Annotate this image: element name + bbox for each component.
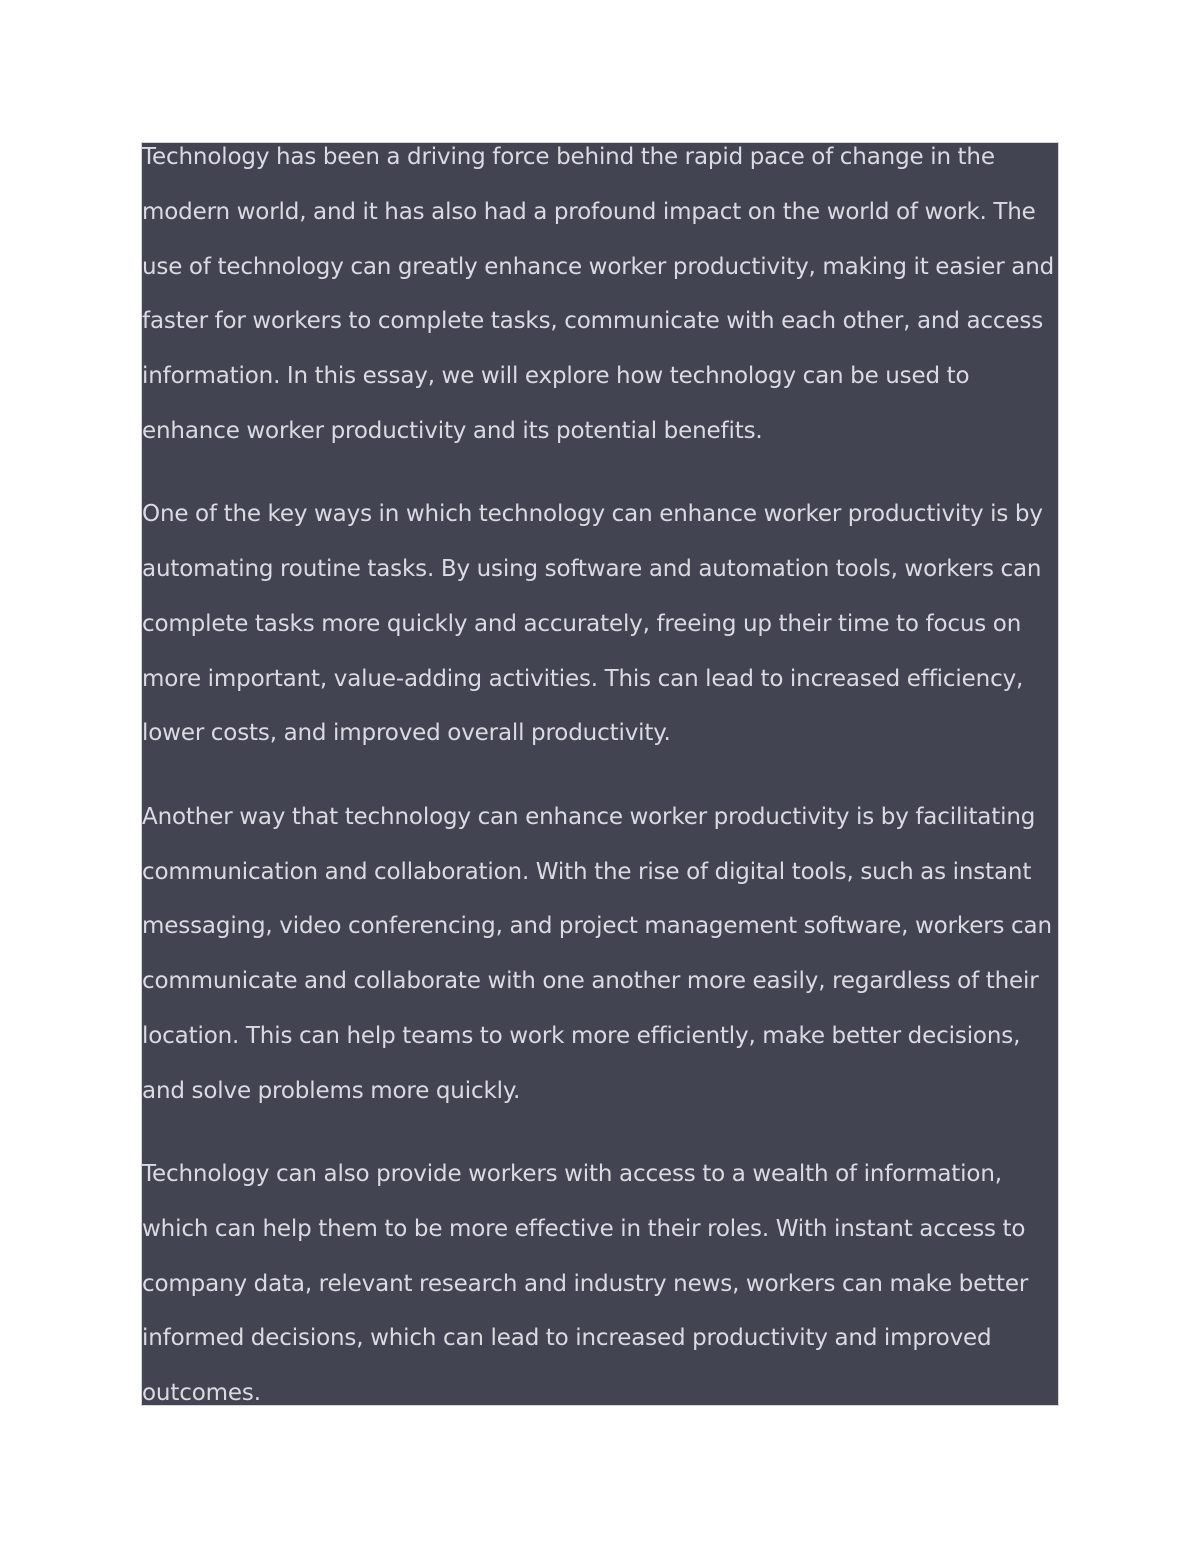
essay-paragraph-1: Technology has been a driving force behind the rapid pace of change in the modern world, and it has also had a profound impact on the world of work. The use of technology can greatly enhance worker productivity, making it easier and faster for workers to complete tasks, communicate with each other, and access information. In this essay, we will explore how technology can be used to enhance worker productivity and its potential benefits.: [142, 144, 1055, 444]
essay-paragraph-2: One of the key ways in which technology can enhance worker productivity is by automating routine tasks. By using software and automation tools, workers can complete tasks more quickly and accurately, freeing up their time to focus on more important, value-adding activities. This can lead to increased efficiency, lower costs, and improved overall productivity.: [142, 501, 1043, 747]
essay-text-block: [141, 142, 1059, 1406]
essay-paragraph-4: Technology can also provide workers with access to a wealth of information, which can help them to be more effective in their roles. With instant access to company data, relevant research and industry news, workers can make better informed decisions, which can lead to increased productivity and improved outcomes.: [142, 1161, 1029, 1406]
essay-paragraph-3: Another way that technology can enhance worker productivity is by facilitating communication and collaboration. With the rise of digital tools, such as instant messaging, video conferencing, and project management software, workers can communicate and collaborate with one another more easily, regardless of their location. This can help teams to work more efficiently, make better decisions, and solve problems more quickly.: [142, 803, 1052, 1104]
